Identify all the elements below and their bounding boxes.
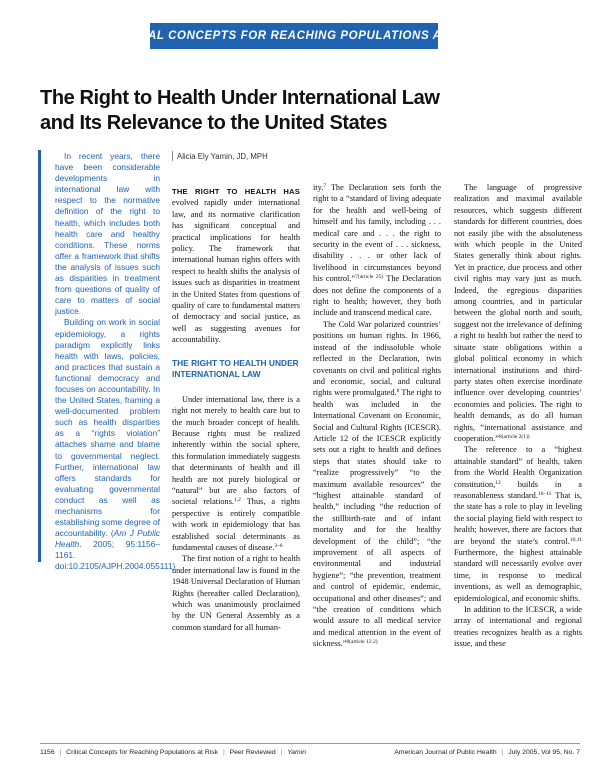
abstract-rule [38, 150, 41, 562]
author-name: Alicia Ely Yamin, JD, MPH [177, 151, 268, 161]
body-paragraph [454, 182, 582, 444]
section-banner: CRITICAL CONCEPTS FOR REACHING POPULATIONS AT RISK [150, 23, 438, 49]
abstract-paragraph-2 [55, 317, 176, 572]
citation-ref: 10,11 [569, 536, 582, 543]
abstract-paragraph-1: In recent years, there have been considerable developments in international law with respect to the normative definition of the right to health, which includes both health care and healthy conditions. These norms offer a framework that shifts the analysis of issues such as disparities in treatment from questions of quality of care to matters of social justice. [55, 151, 160, 317]
footer-rule [40, 743, 580, 744]
body-text: That is, the state has a role to play in leveling the social playing field with respect to health; however, there are factors that are beyond the state’s control. [454, 490, 582, 546]
author-bar [172, 151, 173, 161]
footer-separator: | [501, 749, 504, 756]
body-text: Furthermore, the highest attainable standard will necessarily evolve over time, in response to medical inventions, as well as demographic, epidemiological, and economic shifts. [454, 548, 582, 603]
page-footer [40, 749, 580, 761]
footer-section: Critical Concepts for Reaching Populations at Risk [66, 749, 219, 756]
footer-separator: | [280, 749, 283, 756]
lead-in: THE RIGHT TO HEALTH HAS [172, 187, 300, 196]
citation-ref: 10–11 [537, 490, 552, 497]
footer-journal: American Journal of Public Health [394, 749, 497, 756]
body-column-1 [172, 186, 300, 633]
body-text: The Cold War polarized countries’ positions on human rights. In 1966, instead of the indissoluble whole reflected in the Declaration, twin covenants on civil and political rights and economic, social, and cultural rights were promulgated. [313, 319, 441, 398]
body-text: The Declaration sets forth the right to a “standard of living adequate for the health and well-being of himself and his family, including . . . medical care and . . . the right to security in the event of . . . sickness, disability . . . or other lack of livelihood in circumstances beyond his control.” [313, 183, 441, 284]
section-heading: THE RIGHT TO HEALTH UNDER INTERNATIONAL LAW [172, 357, 299, 379]
intro-paragraph [172, 186, 300, 346]
citation-ref: 7(article 25) [355, 274, 384, 281]
citation-ref: 12 [495, 479, 501, 486]
body-text: The Declaration does not define the components of a right to health; however, they both include and transcend medical care. [313, 274, 442, 318]
body-paragraph [313, 319, 441, 650]
citation-ref: 8 [396, 388, 400, 395]
body-text: Thus, a rights perspective is entirely compatible with work in epidemiology that has established social determinants as fundamental causes of disease. [172, 497, 300, 552]
abstract-paragraph-2-text: Building on work in social epidemiology, a rights paradigm explicitly links health with laws, policies, and practices that sustain a functional democracy and focuses on accountability. In the United States, framing a well-documented problem such as health disparities as a “rights violation” attaches shame and blame to governmental neglect. Further, international law offers standards for evaluating governmental conduct as well as mechanisms for establishing some degree of accountability. ( [55, 317, 160, 539]
footer-issue: July 2005, Vol 95, No. 7 [508, 749, 580, 756]
abstract [55, 151, 176, 573]
intro-text: evolved rapidly under international law, and its normative clarification has significant conceptual and practical implications for health policy. The framework that international human rights offers with respect to health shifts the analysis of issues such as disparities in treatment in the United States from questions of quality of care to fundamental matters of democracy and social justice, as well as suggesting avenues for accountability. [172, 198, 300, 345]
body-paragraph [172, 394, 300, 554]
footer-separator: | [222, 749, 225, 756]
page-number: 1156 [40, 749, 55, 756]
body-column-2 [313, 182, 441, 650]
footer-separator: | [59, 749, 62, 756]
footer-author: Yamin [287, 749, 306, 756]
footer-right [394, 749, 580, 756]
body-text: The language of progressive realization and maximal available resources, which suggests different standards for different countries, does not easily jibe with the absoluteness with which people in the United States generally think about rights. Yet in practice, due process and other civil rights may vary just as much. Indeed, the egregious disparities among countries, and in particular between the global north and south, suggest not the irrelevance of defining a right to health but rather the need to situate state obligations within a global political economy in which international institutions and third-party states often exercise inordinate influence over developing countries’ economies and policies. The right to health demands, as do all human rights, “international assistance and cooperation.” [454, 183, 582, 443]
citation-ref: 7 [323, 183, 327, 189]
body-paragraph: ity.$^7$ The Declaration sets forth the right to a “standard of living adequate for the health and well-being of himself and his family, including . . . medical care and . . . the right to security in the event of . . . sickness, disability . . . or other lack of livelihood in circumstances beyond his control.”$^{7(article 25)}$ The Declaration does not define the components of a right to health; however, they both include and transcend medical care. [313, 183, 442, 318]
body-paragraph: The first notion of a right to health under international law is found in the 1948 Universal Declaration of Human Rights (hereafter called Declaration), which was unanimously proclaimed by the UN General Assembly as a common standard for all human- [172, 554, 300, 632]
article-title-line-1: The Right to Health Under International Law [40, 87, 440, 109]
citation-details: . 2005; 95:1156–1161. doi:10.2105/AJPH.2004.055111) [55, 539, 176, 572]
citation-journal: Am J Public Health [55, 528, 160, 550]
author-line [172, 151, 268, 161]
citation-ref: 8(article 2(1)) [498, 433, 530, 440]
article-title-line-2: and Its Relevance to the United States [40, 112, 388, 134]
body-text: The reference to a “highest attainable standard” of health, taken from the World Health Organization constitution, [454, 445, 582, 489]
body-text: The right to health was included in the International Covenant on Economic, Social and Cultural Rights (ICESCR). Article 12 of the ICESCR explicitly sets out a right to health and defines steps that states should take to “realize progressively” “to the maximum available resources” the “highest attainable standard of health,” including “the reduction of the stillbirth-rate and of infant mortality and for the healthy development of the child”; “the improvement of all aspects of environmental and industrial hygiene”; “the prevention, treatment and control of epidemic, endemic, occupational and other diseases”; and “the creation of conditions which would assure to all medical service and medical attention in the event of sickness.” [313, 388, 441, 649]
body-text: Under international law, there is a right not merely to health care but to the much broader concept of health. Because rights must be realized inherently within the social sphere, this formulation immediately suggests that determinants of health and ill health are not purely biological or “natural” but are also factors of societal relations. [172, 394, 300, 507]
body-paragraph [454, 444, 582, 604]
citation-ref: 1,2 [234, 497, 241, 504]
citation-ref: 8(article 12.2) [346, 639, 378, 646]
footer-left [40, 749, 306, 756]
article-title [40, 86, 570, 136]
body-paragraph: In addition to the ICESCR, a wide array of international and regional treaties recognizes health as a rights issue, and these [454, 605, 582, 649]
footer-review: Peer Reviewed [229, 749, 276, 756]
body-text: builds in a reasonableness standard. [454, 479, 582, 500]
body-column-3 [454, 182, 582, 650]
citation-ref: 3–6 [274, 542, 283, 549]
